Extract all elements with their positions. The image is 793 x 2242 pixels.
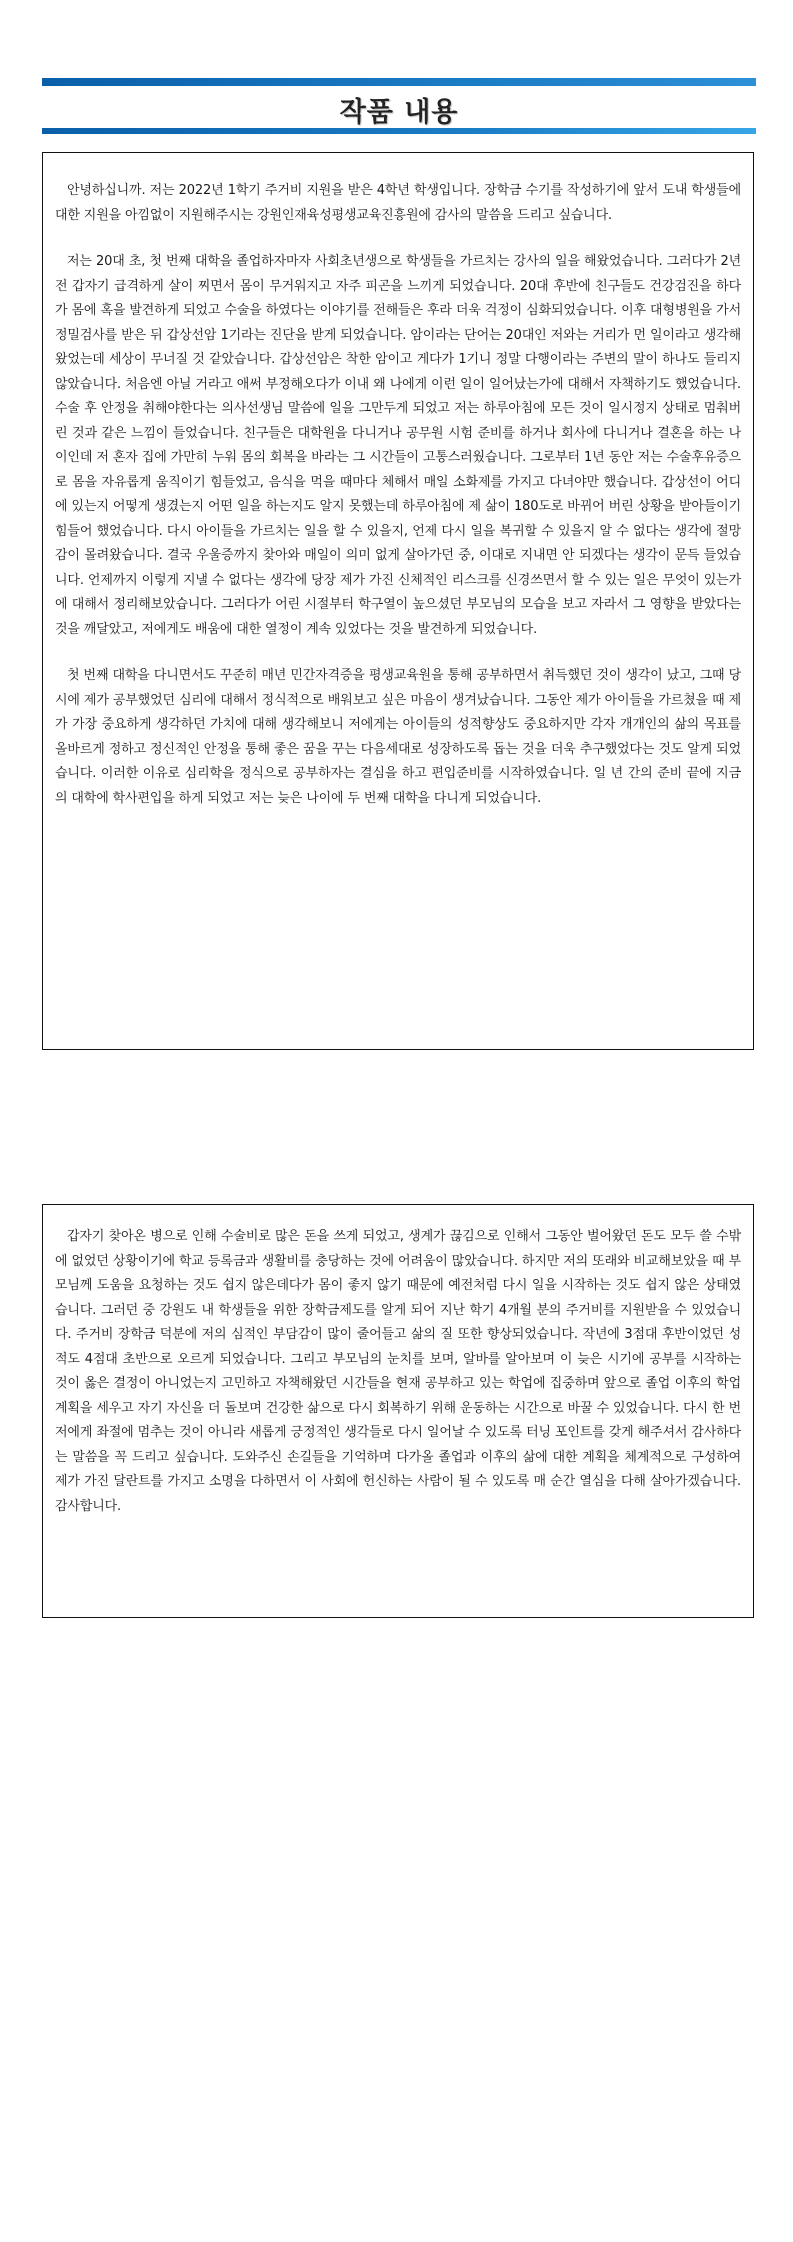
title-bottom-rule [42,128,756,134]
title-top-rule [42,78,756,86]
paragraph: 안녕하십니까. 저는 2022년 1학기 주거비 지원을 받은 4학년 학생입니다. 장학금 수기를 작성하기에 앞서 도내 학생들에 대한 지원을 아낌없이 지원해주시는 강원인재육성평생교육진흥원에 감사의 말씀을 드리고 싶습니다. [55,183,741,223]
title-banner [42,78,756,136]
content-box-2 [42,1204,754,1618]
paragraph: 갑자기 찾아온 병으로 인해 수술비로 많은 돈을 쓰게 되었고, 생계가 끊김으로 인해서 그동안 벌어왔던 돈도 모두 쓸 수밖에 없었던 상황이기에 학교 등록금과 생활비를 충당하는 것에 어려움이 많았습니다. 하지만 저의 또래와 비교해보았을 때 부모님께 도움을 요청하는 것도 쉽지 않은데다가 몸이 좋지 않기 때문에 예전처럼 다시 일을 시작하는 것도 쉽지 않은 상태였습니다. 그러던 중 강원도 내 학생들을 위한 장학금제도를 알게 되어 지난 학기 4개월 분의 주거비를 지원받을 수 있었습니다. 주거비 장학금 덕분에 저의 심적인 부담감이 많이 줄어들고 삶의 질 또한 향상되었습니다. 작년에 3점대 후반이었던 성적도 4점대 초반으로 오르게 되었습니다. 그리고 부모님의 눈치를 보며, 알바를 알아보며 이 늦은 시기에 공부를 시작하는 것이 옳은 결정이 아니었는지 고민하고 자책해왔던 시간들을 현재 공부하고 있는 학업에 집중하며 앞으로 졸업 이후의 학업계획을 세우고 자기 자신을 더 돌보며 건강한 삶으로 다시 회복하기 위해 운동하는 시간으로 바꿀 수 있었습니다. 다시 한 번 저에게 좌절에 멈추는 것이 아니라 새롭게 긍정적인 생각들로 다시 일어날 수 있도록 터닝 포인트를 갖게 해주셔서 감사하다는 말씀을 꼭 드리고 싶습니다. 도와주신 손길들을 기억하며 다가올 졸업과 이후의 삶에 대한 계획을 체계적으로 구성하여 제가 가진 달란트를 가지고 소명을 다하면서 이 사회에 헌신하는 사람이 될 수 있도록 매 순간 열심을 다해 살아가겠습니다. 감사합니다. [55,1229,741,1514]
content-box-1 [42,152,754,1050]
paragraph: 저는 20대 초, 첫 번째 대학을 졸업하자마자 사회초년생으로 학생들을 가르치는 강사의 일을 해왔었습니다. 그러다가 2년 전 갑자기 급격하게 살이 찌면서 몸이 무거워지고 자주 피곤을 느끼게 되었습니다. 20대 후반에 친구들도 건강검진을 하다가 몸에 혹을 발견하게 되었고 수술을 하였다는 이야기를 전해들은 후라 더욱 걱정이 심화되었습니다. 이후 대형병원을 가서 정밀검사를 받은 뒤 갑상선암 1기라는 진단을 받게 되었습니다. 암이라는 단어는 20대인 저와는 거리가 먼 일이라고 생각해왔었는데 세상이 무너질 것 같았습니다. 갑상선암은 착한 암이고 게다가 1기니 정말 다행이라는 주변의 말이 하나도 들리지 않았습니다. 처음엔 아닐 거라고 애써 부정해오다가 이내 왜 나에게 이런 일이 일어났는가에 대해서 자책하기도 했었습니다. 수술 후 안정을 취해야한다는 의사선생님 말씀에 일을 그만두게 되었고 저는 하루아침에 모든 것이 일시정지 상태로 멈춰버린 것과 같은 느낌이 들었습니다. 친구들은 대학원을 다니거나 공무원 시험 준비를 하거나 회사에 다니거나 결혼을 하는 나이인데 저 혼자 집에 가만히 누워 몸의 회복을 바라는 그 시간들이 고통스러웠습니다. 그로부터 1년 동안 저는 수술후유증으로 몸을 자유롭게 움직이기 힘들었고, 음식을 먹을 때마다 체해서 매일 소화제를 가지고 다녀야만 했습니다. 갑상선이 어디에 있는지 어떻게 생겼는지 어떤 일을 하는지도 알지 못했는데 하루아침에 제 삶이 180도로 바뀌어 버린 상황을 받아들이기 힘들어 했었습니다. 다시 아이들을 가르치는 일을 할 수 있을지, 언제 다시 일을 복귀할 수 있을지 알 수 없다는 생각에 절망감이 몰려왔습니다. 결국 우울증까지 찾아와 매일이 의미 없게 살아가던 중, 이대로 지내면 안 되겠다는 생각이 문득 들었습니다. 언제까지 이렇게 지낼 수 없다는 생각에 당장 제가 가진 신체적인 리스크를 신경쓰면서 할 수 있는 일은 무엇이 있는가에 대해서 정리해보았습니다. 그러다가 어린 시절부터 학구열이 높으셨던 부모님의 모습을 보고 자라서 그 영향을 받았다는 것을 깨달았고, 저에게도 배움에 대한 열정이 계속 있었다는 것을 발견하게 되었습니다. [55,254,741,637]
paragraph: 첫 번째 대학을 다니면서도 꾸준히 매년 민간자격증을 평생교육원을 통해 공부하면서 취득했던 것이 생각이 났고, 그때 당시에 제가 공부했었던 심리에 대해서 정식적으로 배워보고 싶은 마음이 생겨났습니다. 그동안 제가 아이들을 가르쳤을 때 제가 가장 중요하게 생각하던 가치에 대해 생각해보니 저에게는 아이들의 성적향상도 중요하지만 각자 개개인의 삶의 목표를 올바르게 정하고 정신적인 안정을 통해 좋은 꿈을 꾸는 다음세대로 성장하도록 돕는 것을 더욱 추구했었다는 것도 알게 되었습니다. 이러한 이유로 심리학을 정식으로 공부하자는 결심을 하고 편입준비를 시작하였습니다. 일 년 간의 준비 끝에 지금의 대학에 학사편입을 하게 되었고 저는 늦은 나이에 두 번째 대학을 다니게 되었습니다. [55,668,741,806]
page-title: 작품 내용 [339,97,459,128]
